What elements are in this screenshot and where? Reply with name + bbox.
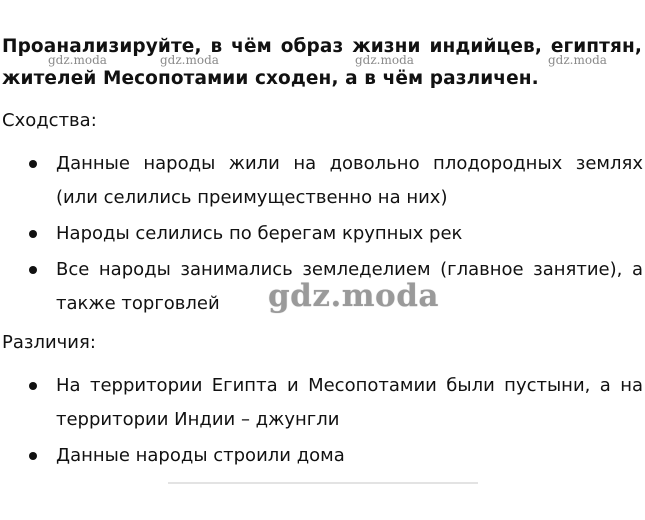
list-item (0, 147, 645, 215)
differences-list (0, 369, 645, 475)
list-item-text: На территории Египта и Месопотамии были пустыни, а на территории Индии – джунгли (56, 375, 643, 430)
divider (168, 482, 478, 484)
watermark-small-4: gdz.moda (548, 53, 607, 67)
similarities-heading: Сходства: (2, 110, 97, 131)
bullet-icon (29, 266, 37, 274)
similarities-list (0, 147, 645, 323)
list-item-text: Народы селились по берегам крупных рек (56, 223, 463, 244)
list-item (0, 369, 645, 437)
differences-heading: Различия: (2, 332, 96, 353)
list-item (0, 439, 645, 473)
watermark-small-2: gdz.moda (160, 53, 219, 67)
list-item-text: Данные народы жили на довольно плодородных землях (или селились преимущественно на них) (56, 153, 643, 208)
watermark-small-1: gdz.moda (48, 53, 107, 67)
bullet-icon (29, 452, 37, 460)
list-item (0, 253, 645, 321)
bullet-icon (29, 230, 37, 238)
list-item-text: Данные народы строили дома (56, 445, 345, 466)
watermark-small-3: gdz.moda (355, 53, 414, 67)
list-item-text: Все народы занимались земледелием (главное занятие), а также торговлей (56, 259, 643, 314)
question-text: Проанализируйте, в чём образ жизни индийцев, египтян, жителей Месопотамии сходен, а в чём различен. (2, 36, 642, 89)
list-item (0, 217, 645, 251)
bullet-icon (29, 160, 37, 168)
watermark-large: gdz.moda (268, 278, 439, 314)
bullet-icon (29, 382, 37, 390)
